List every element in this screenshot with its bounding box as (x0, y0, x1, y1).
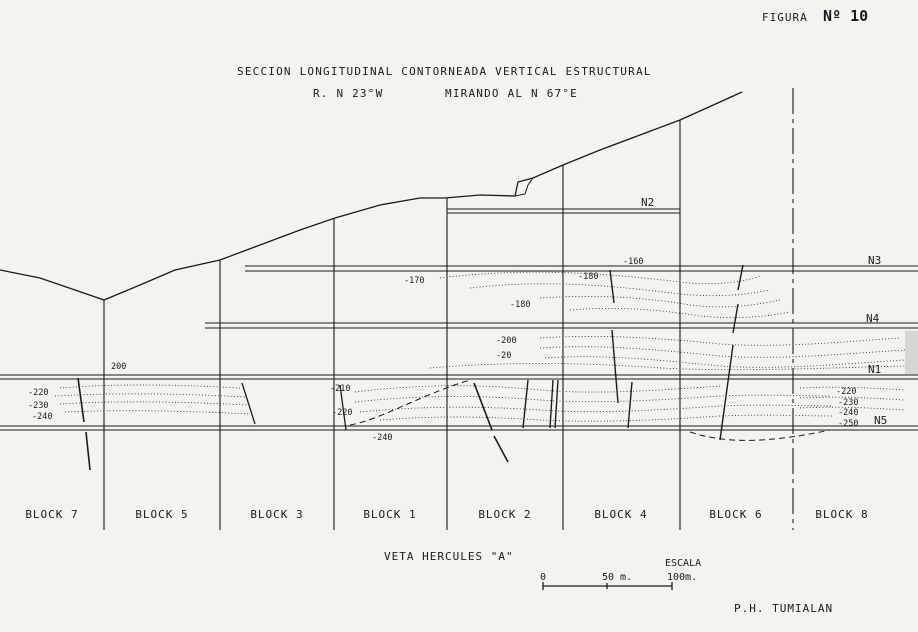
author-name: P.H. TUMIALAN (734, 602, 834, 615)
surface-topography-line (0, 92, 742, 300)
scale-tick-end: 100m. (667, 572, 698, 583)
scale-label: ESCALA (665, 558, 702, 569)
scale-tick-mid: 50 m. (602, 572, 633, 583)
block-label-8: BLOCK 8 (815, 508, 869, 521)
block-label-6: BLOCK 6 (709, 508, 763, 521)
vein-name: VETA HERCULES "A" (384, 550, 514, 563)
contour-label: -240 (32, 412, 53, 422)
block-label-5: BLOCK 5 (135, 508, 189, 521)
contour-label: -160 (623, 257, 644, 267)
section-bearing: R. N 23°W (313, 87, 384, 100)
level-label-n3: N3 (868, 254, 882, 267)
contour-label: -230 (838, 398, 859, 408)
block-label-3: BLOCK 3 (250, 508, 304, 521)
level-label-n4: N4 (866, 312, 880, 325)
figure-number: Nº 10 (823, 7, 869, 25)
block-label-7: BLOCK 7 (25, 508, 79, 521)
level-label-n2: N2 (641, 196, 655, 209)
scale-bar (540, 558, 701, 590)
contour-label: -240 (838, 408, 859, 418)
block-label-4: BLOCK 4 (594, 508, 648, 521)
contour-label: -20 (496, 351, 512, 361)
contour-label: -240 (372, 433, 393, 443)
scale-tick-zero: 0 (540, 572, 547, 583)
block-label-1: BLOCK 1 (363, 508, 417, 521)
fault-lines (78, 265, 830, 470)
section-view-direction: MIRANDO AL N 67°E (445, 87, 578, 100)
contour-label: -180 (510, 300, 531, 310)
contour-label: -220 (836, 387, 857, 397)
contour-label: -200 (496, 336, 517, 346)
section-title: SECCION LONGITUDINAL CONTORNEADA VERTICAL ESTRUCTURAL (237, 65, 652, 78)
contour-label: -170 (404, 276, 425, 286)
figure-label: FIGURA (762, 11, 808, 24)
contour-label: -230 (28, 401, 49, 411)
contour-label: -250 (838, 419, 859, 429)
contour-label: 200 (111, 362, 127, 372)
shaded-edge-box (905, 331, 918, 374)
contour-label: -180 (578, 272, 599, 282)
level-bands (0, 209, 918, 430)
contour-label: -220 (28, 388, 49, 398)
block-label-2: BLOCK 2 (478, 508, 532, 521)
contour-label: -210 (330, 384, 351, 394)
block-dividers (104, 88, 793, 530)
level-label-n5: N5 (874, 414, 888, 427)
contour-label: -220 (332, 408, 353, 418)
level-label-n1: N1 (868, 363, 882, 376)
